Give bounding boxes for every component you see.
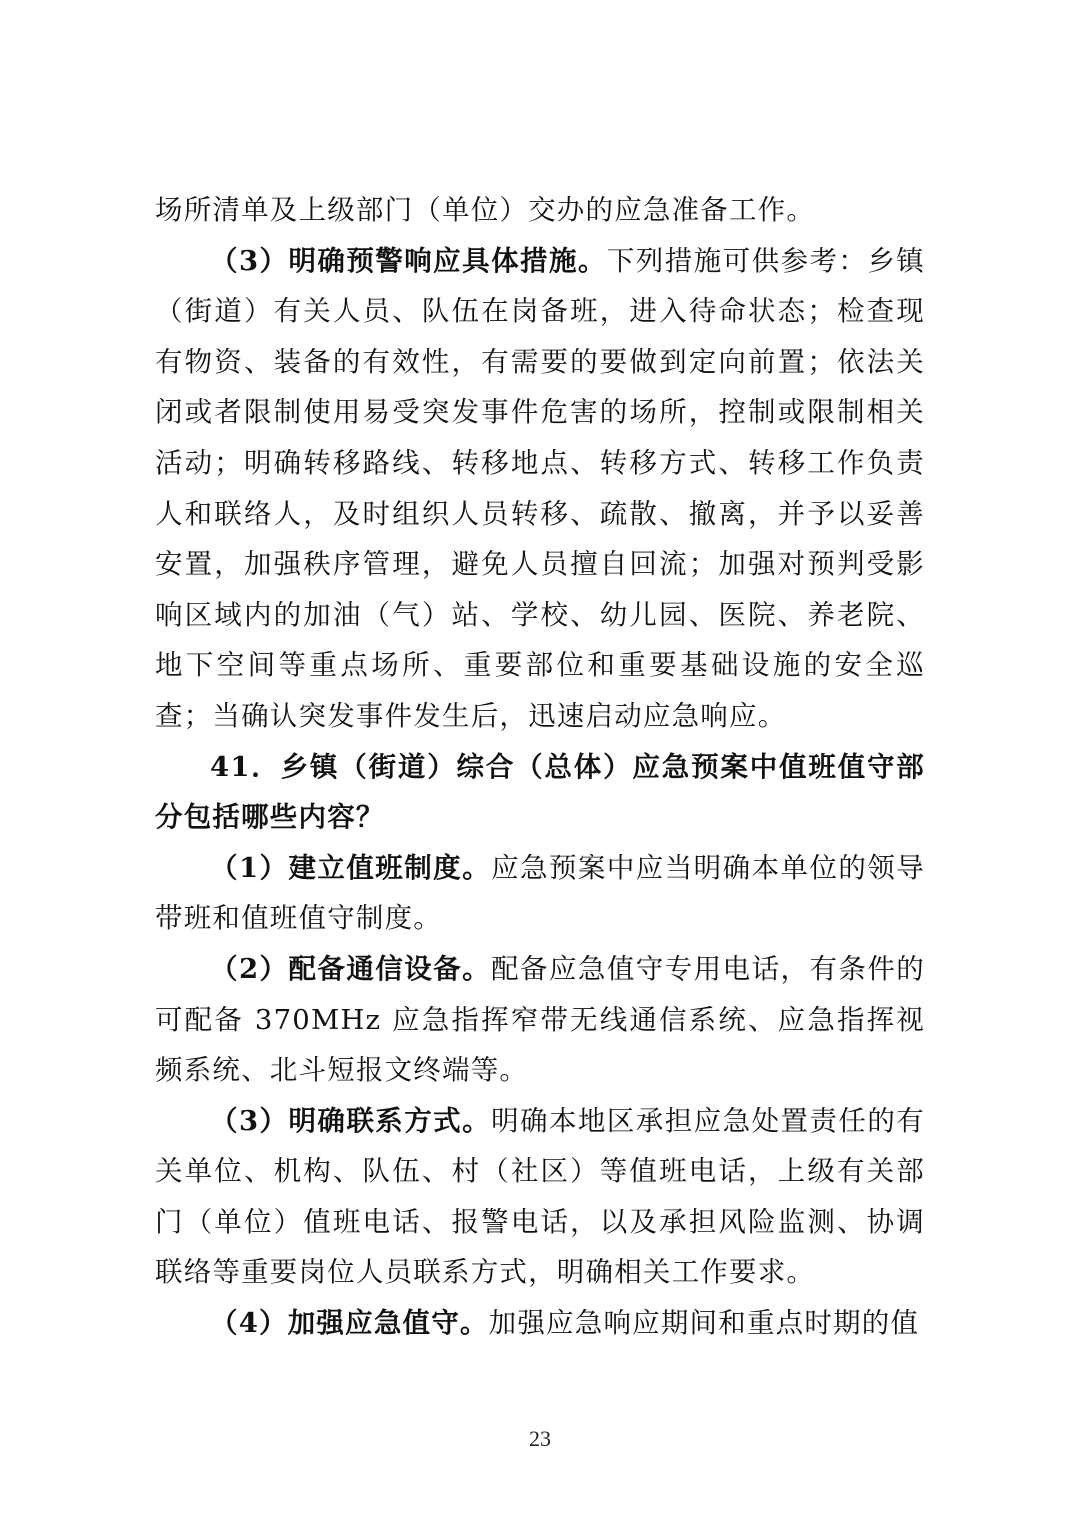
item-emergency-duty — [155, 1298, 925, 1349]
item-text: 配备应急值守专用电话，有条件的可配备 370MHz 应急指挥窄带无线通信系统、应急指挥视频系统、北斗短报文终端等。 — [155, 952, 925, 1087]
question-title: 乡镇（街道）综合（总体）应急预案中值班值守部分包括哪些内容？ — [155, 750, 925, 834]
paragraph-warning-measures — [155, 236, 925, 742]
document-body — [155, 185, 925, 1349]
page-number: 23 — [529, 1426, 551, 1451]
item-contact-methods — [155, 1096, 925, 1298]
paragraph-text: 下列措施可供参考：乡镇（街道）有关人员、队伍在岗备班，进入待命状态；检查现有物资、装备的有效性，有需要的要做到定向前置；依法关闭或者限制使用易受突发事件危害的场所，控制或限制相关活动；明确转移路线、转移地点、转移方式、转移工作负责人和联络人，及时组织人员转移、疏散、撤离，并予以妥善安置，加强秩序管理，避免人员擅自回流；加强对预判受影响区域内的加油（气）站、学校、幼儿园、医院、养老院、地下空间等重点场所、重要部位和重要基础设施的安全巡查；当确认突发事件发生后，迅速启动应急响应。 — [155, 244, 925, 732]
question-number: 41． — [210, 750, 281, 783]
item-text: 应急预案中应当明确本单位的领导带班和值班值守制度。 — [155, 851, 925, 935]
item-heading: （4）加强应急值守。 — [210, 1307, 489, 1340]
item-communication-equipment — [155, 944, 925, 1096]
item-heading: （3）明确联系方式。 — [210, 1104, 492, 1137]
item-heading: （2）配备通信设备。 — [210, 952, 492, 985]
item-text: 明确本地区承担应急处置责任的有关单位、机构、队伍、村（社区）等值班电话，上级有关部门（单位）值班电话、报警电话，以及承担风险监测、协调联络等重要岗位人员联系方式，明确相关工作要求。 — [155, 1104, 925, 1289]
question-41-heading — [155, 742, 925, 843]
paragraph-heading: （3）明确预警响应具体措施。 — [210, 244, 607, 277]
item-heading: （1）建立值班制度。 — [210, 851, 492, 884]
item-duty-system — [155, 843, 925, 944]
item-text: 加强应急响应期间和重点时期的值 — [488, 1307, 920, 1340]
continuation-paragraph: 场所清单及上级部门（单位）交办的应急准备工作。 — [155, 194, 816, 226]
